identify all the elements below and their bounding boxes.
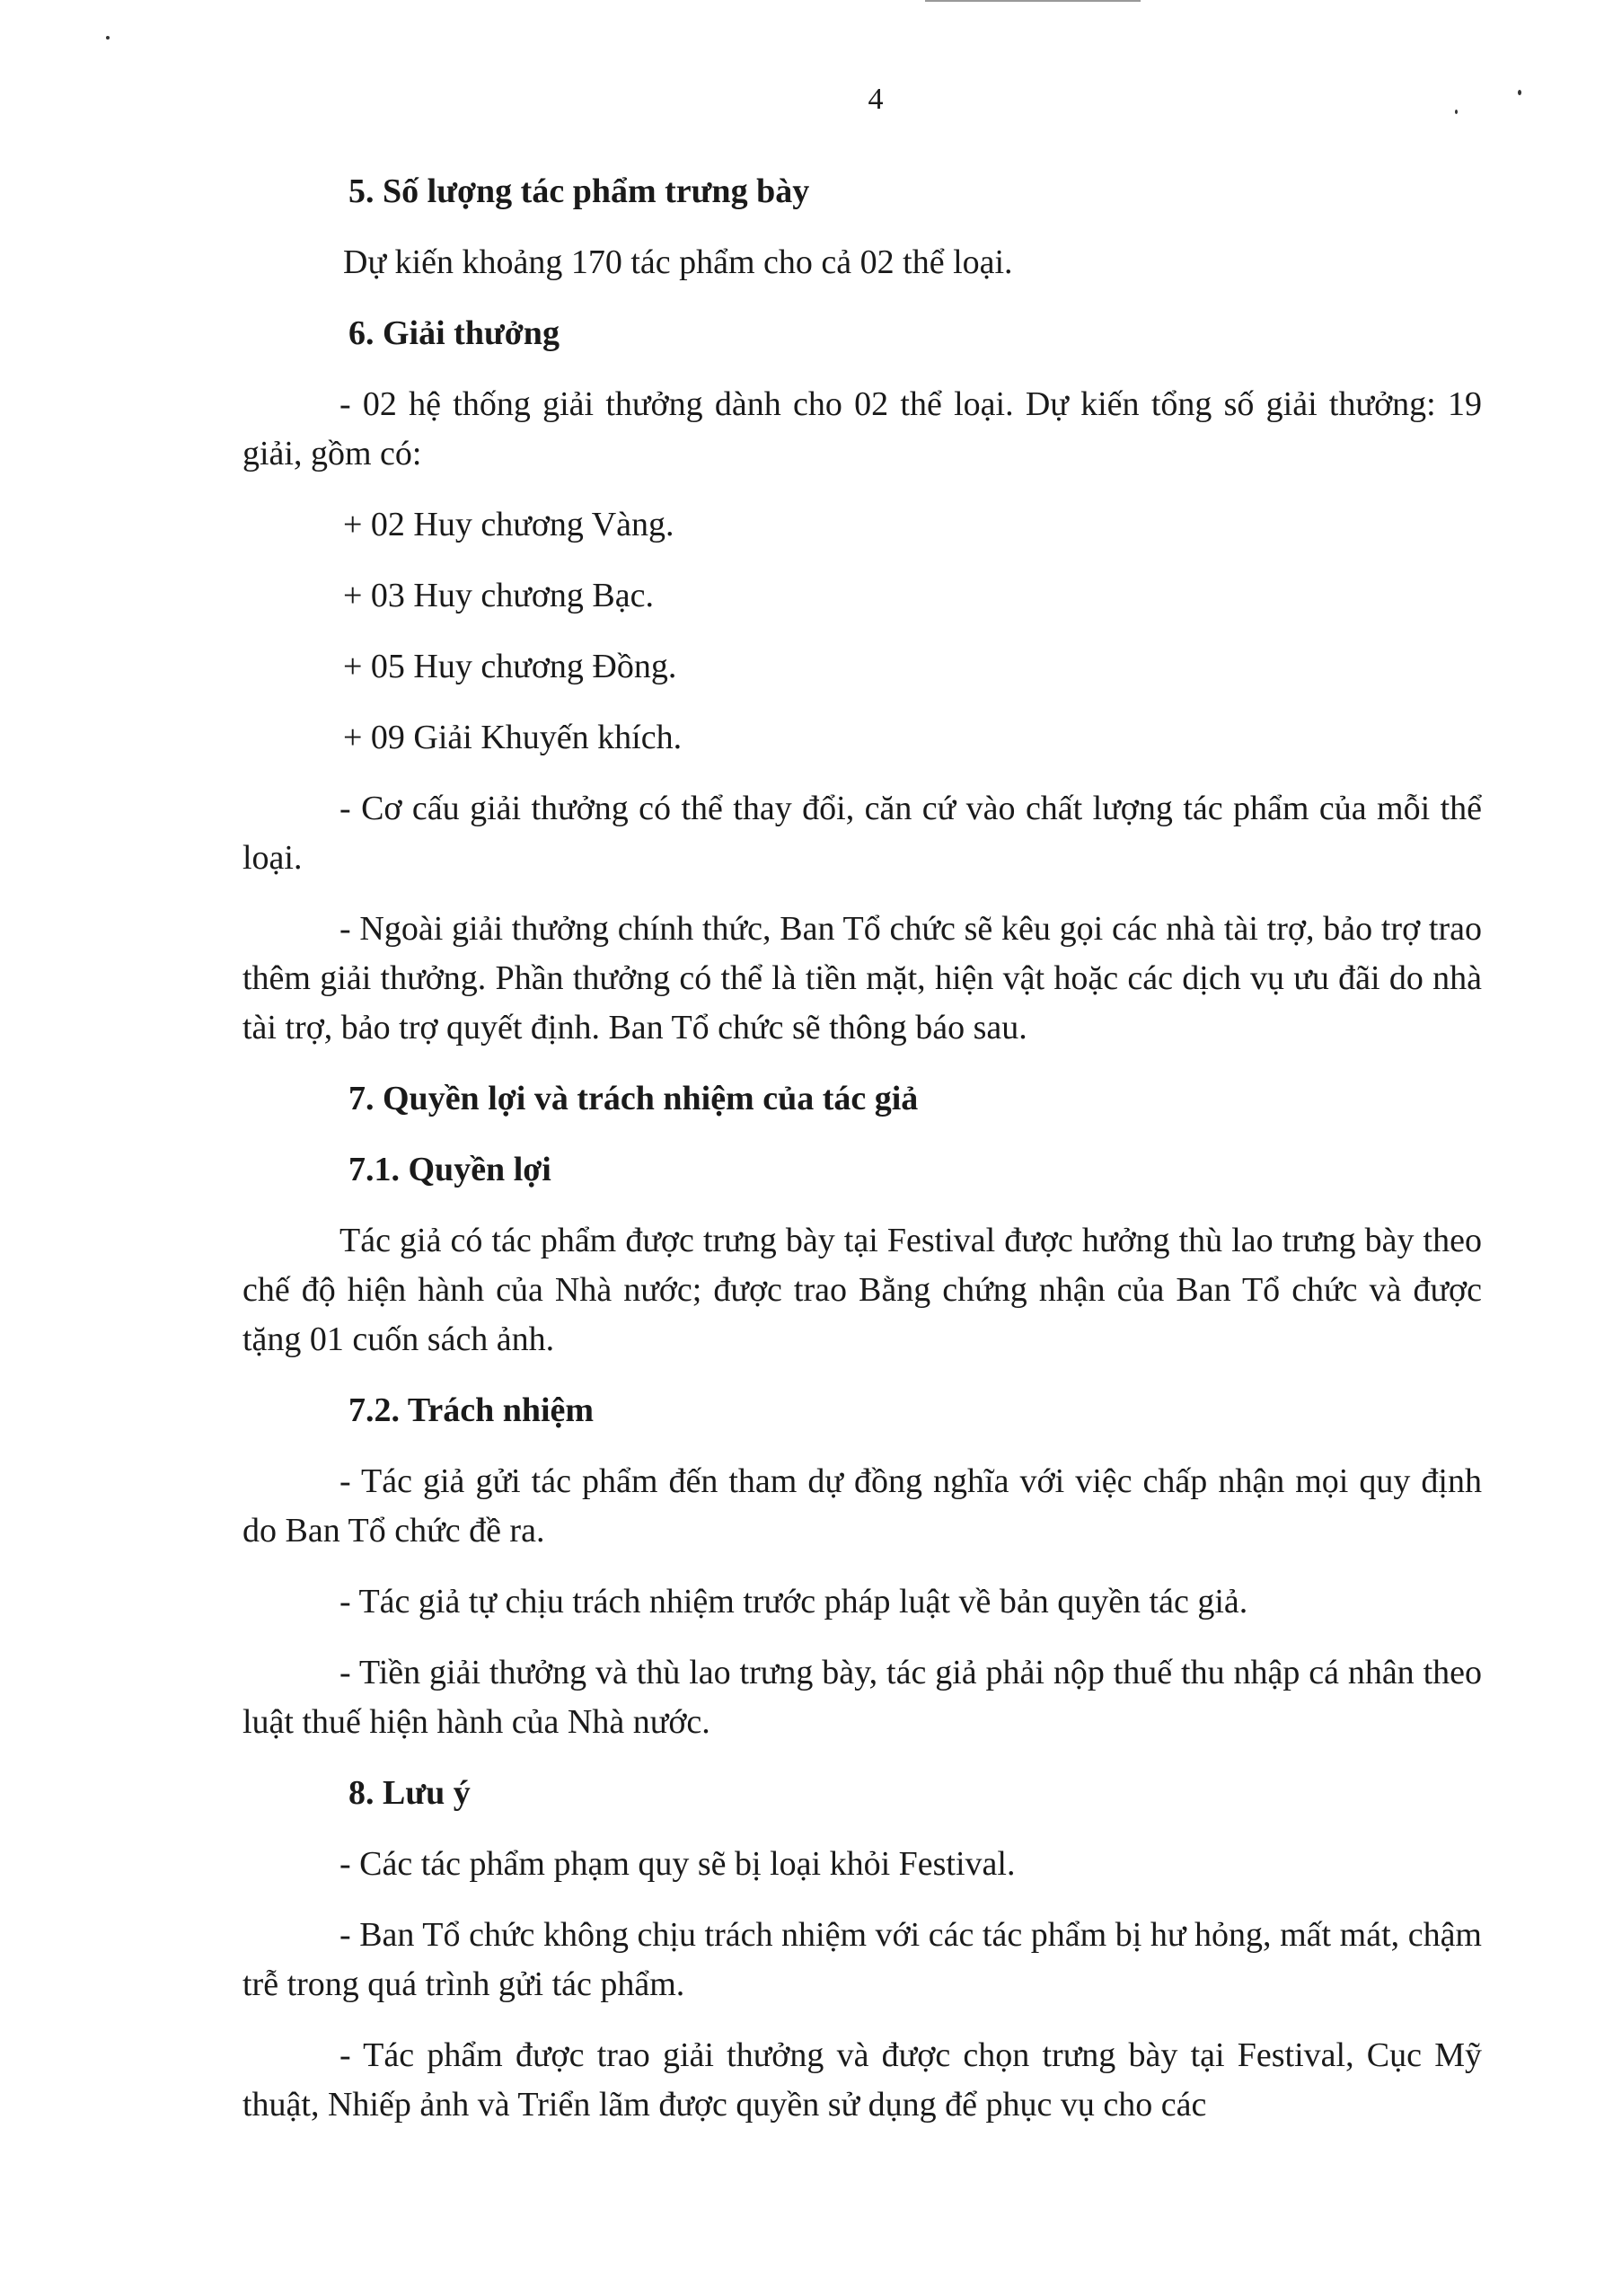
section-7-1-text: Tác giả có tác phẩm được trưng bày tại Festival được hưởng thù lao trưng bày theo chế độ hiện hành của Nhà nước; được trao Bằng chứng nhận của Ban Tổ chức và được tặng 01 cuốn sách ảnh. bbox=[242, 1222, 1482, 1358]
document-body bbox=[242, 167, 1482, 2130]
section-6-structure: - Cơ cấu giải thưởng có thể thay đổi, căn cứ vào chất lượng tác phẩm của mỗi thể loại. bbox=[242, 790, 1482, 877]
section-7-1-heading: 7.1. Quyền lợi bbox=[348, 1151, 551, 1188]
section-5-heading: 5. Số lượng tác phẩm trưng bày bbox=[348, 172, 810, 210]
note-item: - Tác phẩm được trao giải thưởng và được chọn trưng bày tại Festival, Cục Mỹ thuật, Nhiếp ảnh và Triển lãm được quyền sử dụng để phục vụ cho các bbox=[242, 2036, 1482, 2124]
section-7-heading: 7. Quyền lợi và trách nhiệm của tác giả bbox=[348, 1080, 919, 1117]
responsibility-item: - Tác giả gửi tác phẩm đến tham dự đồng nghĩa với việc chấp nhận mọi quy định do Ban Tổ chức đề ra. bbox=[242, 1462, 1482, 1550]
top-edge-mark bbox=[925, 0, 1141, 2]
section-8-heading: 8. Lưu ý bbox=[348, 1774, 471, 1812]
section-7-2-heading: 7.2. Trách nhiệm bbox=[348, 1391, 595, 1429]
note-item: - Ban Tổ chức không chịu trách nhiệm với các tác phẩm bị hư hỏng, mất mát, chậm trễ trong quá trình gửi tác phẩm. bbox=[242, 1916, 1482, 2003]
section-6-sponsors: - Ngoài giải thưởng chính thức, Ban Tổ chức sẽ kêu gọi các nhà tài trợ, bảo trợ trao thêm giải thưởng. Phần thưởng có thể là tiền mặt, hiện vật hoặc các dịch vụ ưu đãi do nhà tài trợ, bảo trợ quyết định. Ban Tổ chức sẽ thông báo sau. bbox=[242, 910, 1482, 1046]
responsibility-item: - Tiền giải thưởng và thù lao trưng bày, tác giả phải nộp thuế thu nhập cá nhân theo luật thuế hiện hành của Nhà nước. bbox=[242, 1654, 1482, 1741]
award-item-bronze: + 05 Huy chương Đồng. bbox=[343, 648, 677, 685]
section-5-text: Dự kiến khoảng 170 tác phẩm cho cả 02 thể loại. bbox=[343, 243, 1013, 281]
section-6-intro: - 02 hệ thống giải thưởng dành cho 02 thể loại. Dự kiến tổng số giải thưởng: 19 giải, gồm có: bbox=[242, 385, 1482, 472]
award-item-silver: + 03 Huy chương Bạc. bbox=[343, 577, 655, 614]
page-number: 4 bbox=[868, 83, 884, 116]
award-item-encouragement: + 09 Giải Khuyến khích. bbox=[343, 719, 683, 756]
award-item-gold: + 02 Huy chương Vàng. bbox=[343, 506, 674, 543]
note-item: - Các tác phẩm phạm quy sẽ bị loại khỏi Festival. bbox=[339, 1845, 1016, 1883]
section-6-heading: 6. Giải thưởng bbox=[348, 314, 560, 352]
responsibility-item: - Tác giả tự chịu trách nhiệm trước pháp luật về bản quyền tác giả. bbox=[339, 1583, 1248, 1620]
scan-speck bbox=[106, 36, 110, 40]
